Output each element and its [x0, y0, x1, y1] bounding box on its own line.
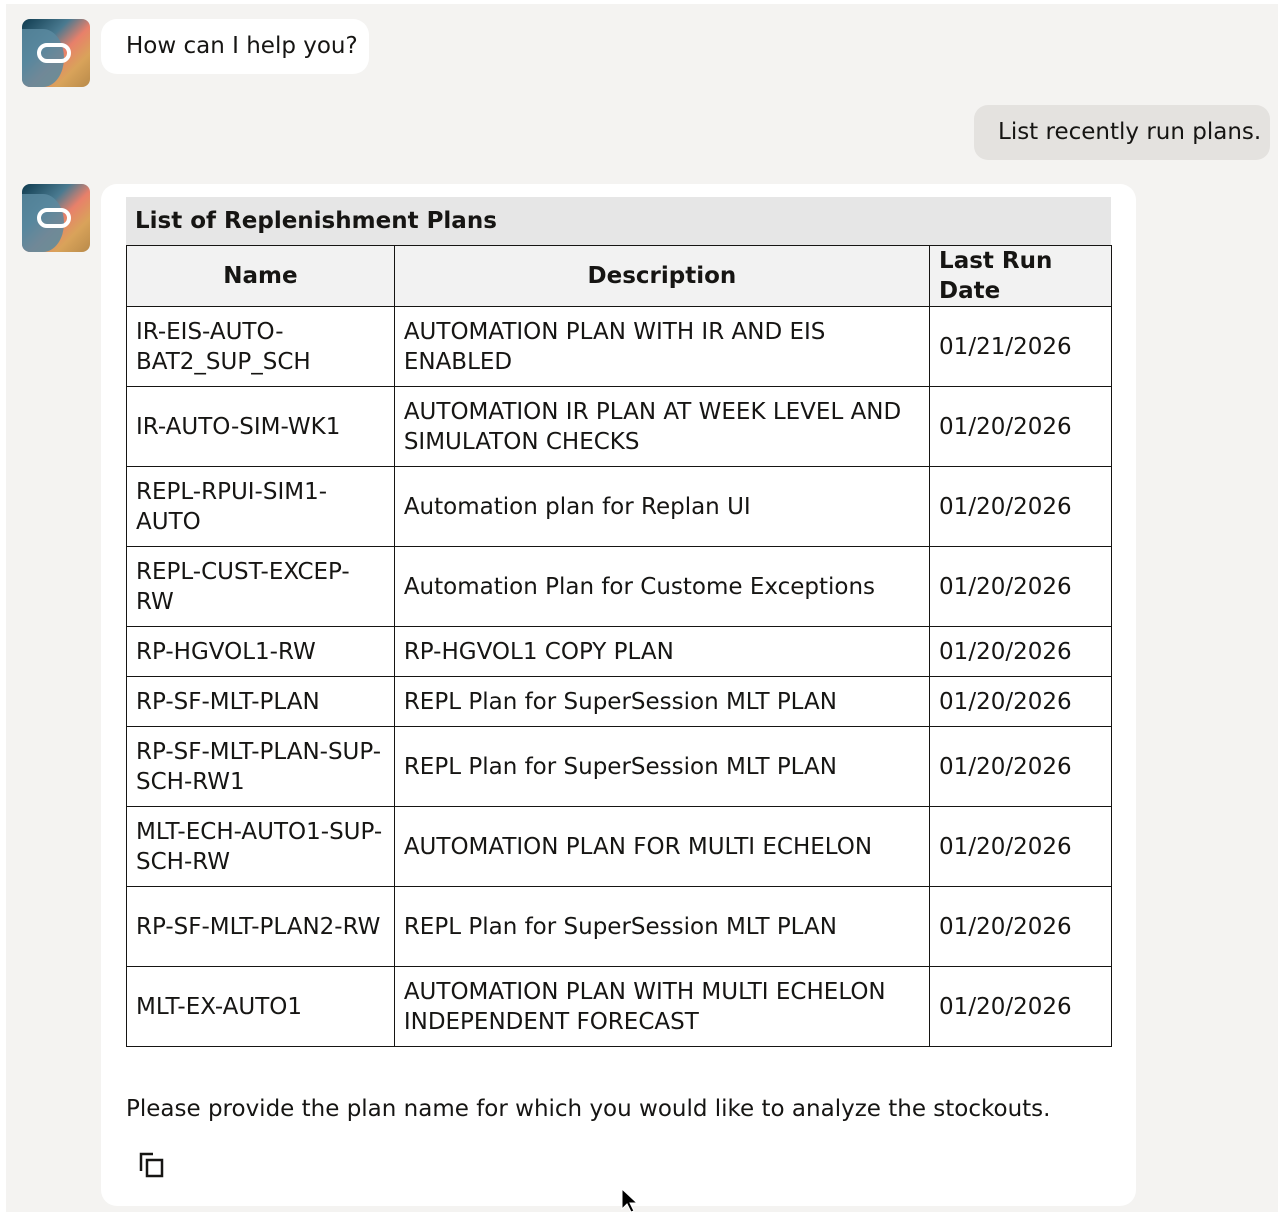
copy-icon[interactable]: [139, 1151, 165, 1179]
cell-description: REPL Plan for SuperSession MLT PLAN: [394, 887, 929, 967]
table-row: [127, 387, 1112, 467]
bot-response-card: [101, 184, 1136, 1206]
cell-last-run-date: 01/20/2026: [930, 677, 1112, 727]
table-row: [127, 967, 1112, 1047]
cell-name: IR-AUTO-SIM-WK1: [127, 387, 395, 467]
cell-description: AUTOMATION PLAN WITH IR AND EIS ENABLED: [394, 307, 929, 387]
cell-last-run-date: 01/20/2026: [930, 727, 1112, 807]
column-header-name: Name: [127, 246, 395, 307]
cell-last-run-date: 01/20/2026: [930, 887, 1112, 967]
table-row: [127, 627, 1112, 677]
bot-greeting-bubble: [101, 19, 369, 74]
table-row: [127, 467, 1112, 547]
cell-description: AUTOMATION IR PLAN AT WEEK LEVEL AND SIMULATON CHECKS: [394, 387, 929, 467]
closing-text: Please provide the plan name for which you would like to analyze the stockouts.: [126, 1096, 1051, 1122]
table-row: [127, 727, 1112, 807]
plans-table: [126, 245, 1112, 1047]
table-row: [127, 807, 1112, 887]
cell-description: REPL Plan for SuperSession MLT PLAN: [394, 677, 929, 727]
cell-name: RP-SF-MLT-PLAN-SUP-SCH-RW1: [127, 727, 395, 807]
cell-description: REPL Plan for SuperSession MLT PLAN: [394, 727, 929, 807]
cell-description: RP-HGVOL1 COPY PLAN: [394, 627, 929, 677]
cell-last-run-date: 01/20/2026: [930, 467, 1112, 547]
table-caption: List of Replenishment Plans: [126, 197, 1111, 245]
cell-description: Automation Plan for Custome Exceptions: [394, 547, 929, 627]
cell-last-run-date: 01/20/2026: [930, 807, 1112, 887]
cell-last-run-date: 01/20/2026: [930, 967, 1112, 1047]
assistant-avatar: [22, 184, 90, 252]
cell-name: REPL-CUST-EXCEP-RW: [127, 547, 395, 627]
mouse-cursor: [621, 1188, 641, 1218]
cell-name: MLT-EX-AUTO1: [127, 967, 395, 1047]
cell-description: Automation plan for Replan UI: [394, 467, 929, 547]
cell-name: REPL-RPUI-SIM1-AUTO: [127, 467, 395, 547]
cell-last-run-date: 01/21/2026: [930, 307, 1112, 387]
cell-last-run-date: 01/20/2026: [930, 547, 1112, 627]
cell-last-run-date: 01/20/2026: [930, 387, 1112, 467]
column-header-description: Description: [394, 246, 929, 307]
cell-name: IR-EIS-AUTO-BAT2_SUP_SCH: [127, 307, 395, 387]
cell-name: RP-SF-MLT-PLAN: [127, 677, 395, 727]
table-row: [127, 677, 1112, 727]
table-row: [127, 547, 1112, 627]
assistant-avatar: [22, 19, 90, 87]
cell-name: MLT-ECH-AUTO1-SUP-SCH-RW: [127, 807, 395, 887]
column-header-last-run-date: Last Run Date: [930, 246, 1112, 307]
cell-name: RP-SF-MLT-PLAN2-RW: [127, 887, 395, 967]
user-message-text: List recently run plans.: [998, 119, 1262, 145]
cell-name: RP-HGVOL1-RW: [127, 627, 395, 677]
bot-greeting-text: How can I help you?: [126, 33, 358, 59]
cell-description: AUTOMATION PLAN FOR MULTI ECHELON: [394, 807, 929, 887]
cell-last-run-date: 01/20/2026: [930, 627, 1112, 677]
user-message-bubble: [974, 105, 1270, 160]
table-row: [127, 307, 1112, 387]
table-row: [127, 887, 1112, 967]
cell-description: AUTOMATION PLAN WITH MULTI ECHELON INDEPENDENT FORECAST: [394, 967, 929, 1047]
